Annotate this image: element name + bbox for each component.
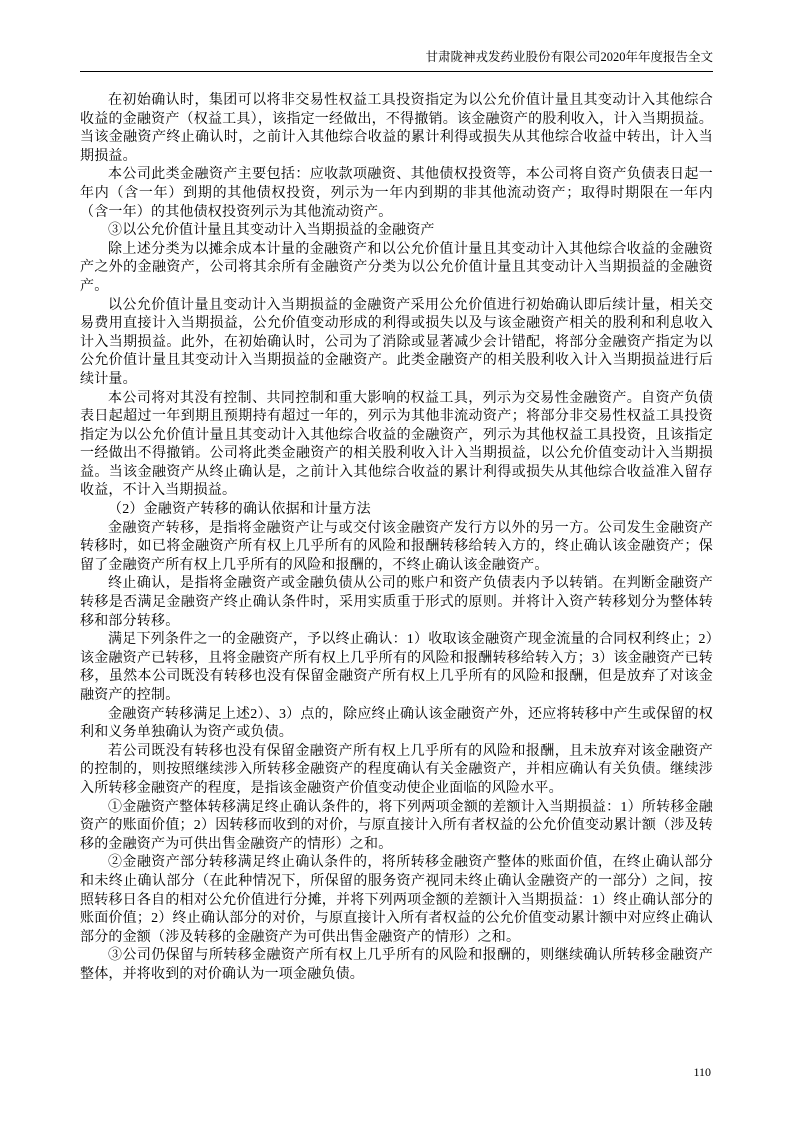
paragraph: 金融资产转移满足上述2）、3）点的，除应终止确认该金融资产外，还应将转移中产生或保留的权利和义务单独确认为资产或负债。 <box>80 706 713 741</box>
paragraph: ②金融资产部分转移满足终止确认条件的，将所转移金融资产整体的账面价值，在终止确认部分和未终止确认部分（在此种情况下，所保留的服务资产视同未终止确认金融资产的一部分）之间，按照转移日各自的相对公允价值进行分摊，并将下列两项金额的差额计入当期损益：1）终止确认部分的账面价值；2）终止确认部分的对价，与原直接计入所有者权益的公允价值变动累计额中对应终止确认部分的金额（涉及转移的金融资产为可供出售金融资产的情形）之和。 <box>80 855 713 945</box>
header-divider <box>80 71 713 72</box>
document-body <box>80 92 713 985</box>
paragraph: ③公司仍保留与所转移金融资产所有权上几乎所有的风险和报酬的，则继续确认所转移金融资产整体，并将收到的对价确认为一项金融负债。 <box>80 948 713 982</box>
paragraph: 除上述分类为以摊余成本计量的金融资产和以公允价值计量且其变动计入其他综合收益的金融资产之外的金融资产，公司将其余所有金融资产分类为以公允价值计量且其变动计入当期损益的金融资产。 <box>80 241 713 294</box>
paragraph: 终止确认，是指将金融资产或金融负债从公司的账户和资产负债表内予以转销。在判断金融资产转移是否满足金融资产终止确认条件时，采用实质重于形式的原则。并将计入资产转移划分为整体转移和部分转移。 <box>80 576 713 629</box>
page-header <box>80 48 713 71</box>
paragraph: 在初始确认时，集团可以将非交易性权益工具投资指定为以公允价值计量且其变动计入其他综合收益的金融资产（权益工具），该指定一经做出，不得撤销。该金融资产的股利收入，计入当期损益。当该金融资产终止确认时，之前计入其他综合收益的累计利得或损失从其他综合收益中转出，计入当期损益。 <box>80 93 713 164</box>
paragraph: 金融资产转移，是指将金融资产让与或交付该金融资产发行方以外的另一方。公司发生金融资产转移时，如已将金融资产所有权上几乎所有的风险和报酬转移给转入方的，终止确认该金融资产；保留了金融资产所有权上几乎所有的风险和报酬的，不终止确认该金融资产。 <box>80 520 713 573</box>
paragraph: 本公司将对其没有控制、共同控制和重大影响的权益工具，列示为交易性金融资产。自资产负债表日起超过一年到期且预期持有超过一年的，列示为其他非流动资产；将部分非交易性权益工具投资指定为以公允价值计量且其变动计入其他综合收益的金融资产，列示为其他权益工具投资，且该指定一经做出不得撤销。公司将此类金融资产的相关股利收入计入当期损益，以公允价值变动计入当期损益。当该金融资产从终止确认是，之前计入其他综合收益的累计利得或损失从其他综合收益准入留存收益，不计入当期损益。 <box>80 390 713 499</box>
report-title: 甘肃陇神戎发药业股份有限公司2020年年度报告全文 <box>425 50 713 64</box>
paragraph: 满足下列条件之一的金融资产，予以终止确认：1）收取该金融资产现金流量的合同权利终止；2）该金融资产已转移，且将金融资产所有权上几乎所有的风险和报酬转移给转入方；3）该金融资产已转移，虽然本公司既没有转移也没有保留金融资产所有权上几乎所有的风险和报酬，但是放弃了对该金融资产的控制。 <box>80 632 713 703</box>
page-content-area <box>80 48 713 985</box>
paragraph-heading: （2）金融资产转移的确认依据和计量方法 <box>108 502 371 518</box>
paragraph: 本公司此类金融资产主要包括：应收款项融资、其他债权投资等，本公司将自资产负债表日起一年内（含一年）到期的其他债权投资，列示为一年内到期的非其他流动资产；取得时期限在一年内（含一年）的其他债权投资列示为其他流动资产。 <box>80 167 713 220</box>
paragraph: 以公允价值计量且变动计入当期损益的金融资产采用公允价值进行初始确认即后续计量，相关交易费用直接计入当期损益，公允价值变动形成的利得或损失以及与该金融资产相关的股利和利息收入计入当期损益。此外，在初始确认时，公司为了消除或显著减少会计错配，将部分金融资产指定为以公允价值计量且其变动计入当期损益的金融资产。此类金融资产的相关股利收入计入当期损益进行后续计量。 <box>80 297 713 387</box>
page-number: 110 <box>693 1065 711 1079</box>
paragraph: ①金融资产整体转移满足终止确认条件的，将下列两项金额的差额计入当期损益：1）所转移金融资产的账面价值；2）因转移而收到的对价，与原直接计入所有者权益的公允价值变动累计额（涉及转移的金融资产为可供出售金融资产的情形）之和。 <box>80 799 713 852</box>
paragraph: 若公司既没有转移也没有保留金融资产所有权上几乎所有的风险和报酬，且未放弃对该金融资产的控制的，则按照继续涉入所转移金融资产的程度确认有关金融资产，并相应确认有关负债。继续涉入所转移金融资产的程度，是指该金融资产价值变动使企业面临的风险水平。 <box>80 743 713 796</box>
paragraph-heading: ③以公允价值计量且其变动计入当期损益的金融资产 <box>108 223 435 239</box>
